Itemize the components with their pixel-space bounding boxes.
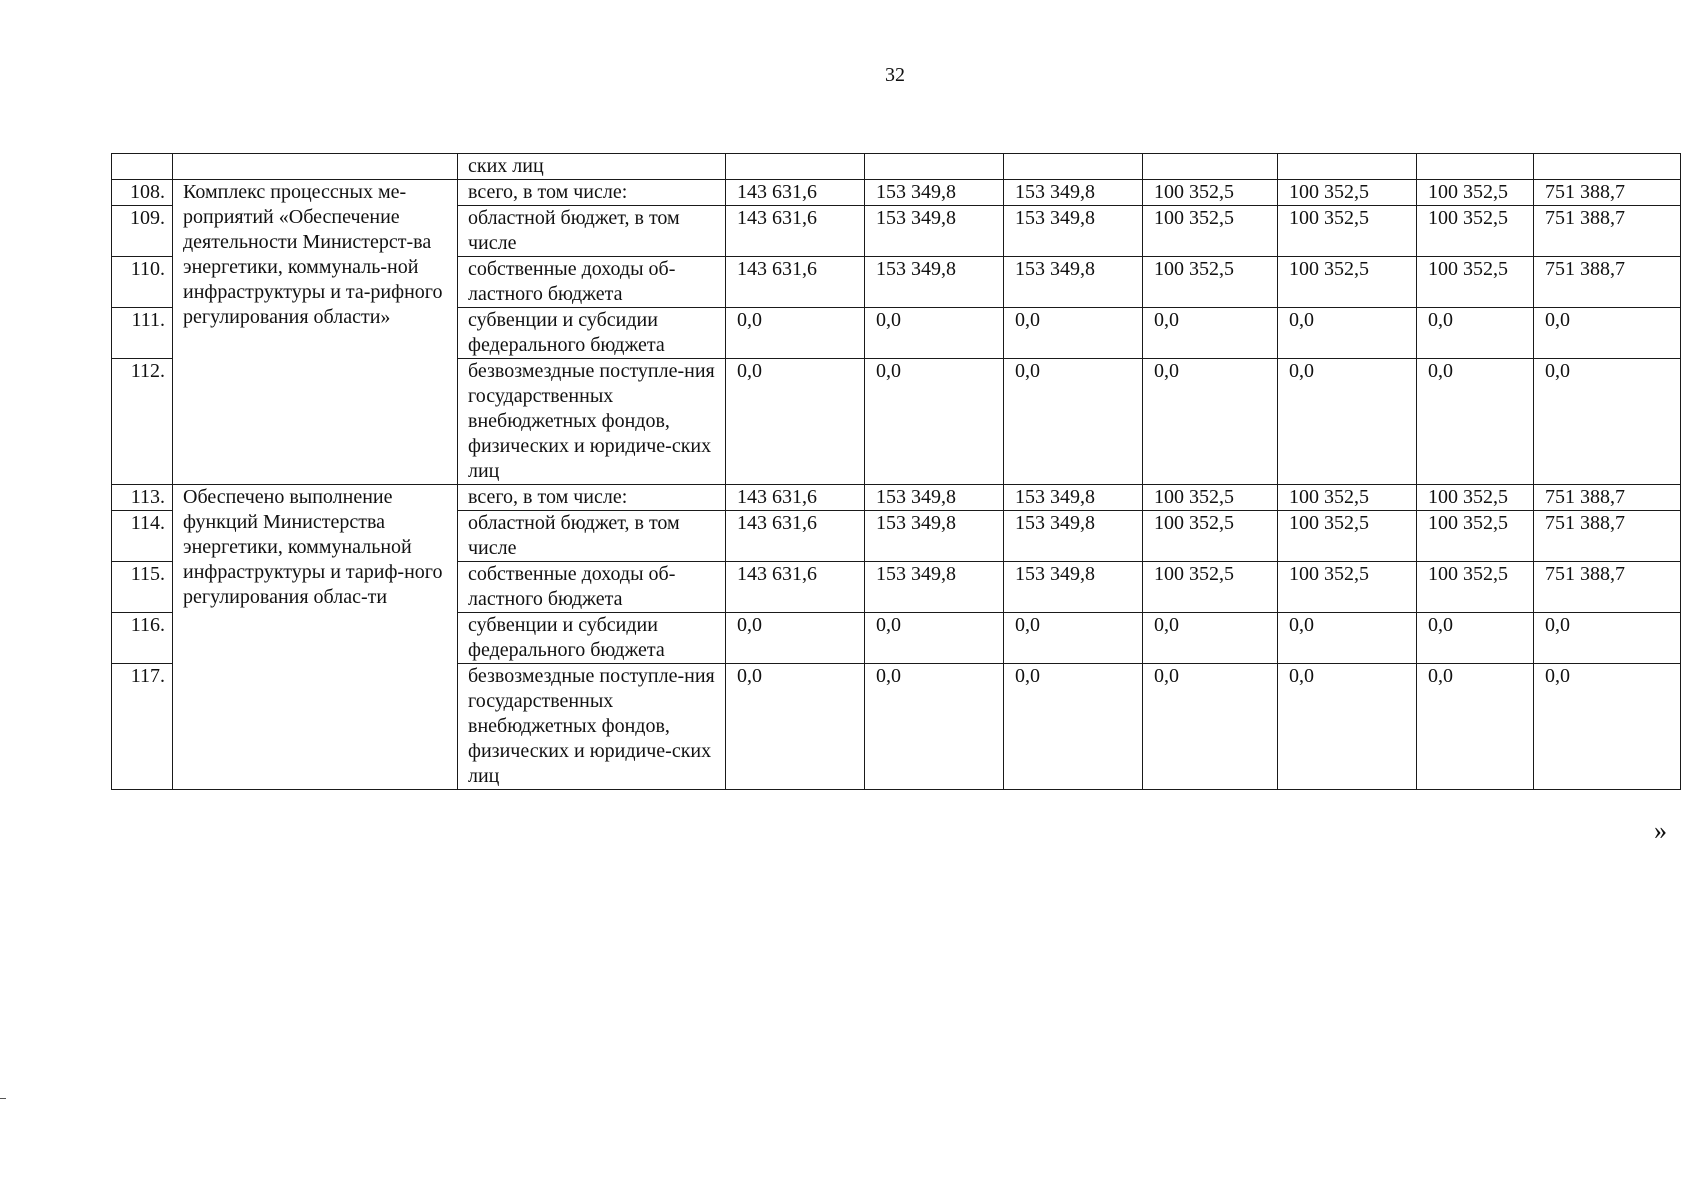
value-cell: 0,0 [726, 613, 865, 664]
value-cell: 751 388,7 [1534, 485, 1681, 511]
row-number-cell: 109. [112, 206, 173, 257]
value-cell: 0,0 [1278, 613, 1417, 664]
value-cell: 100 352,5 [1278, 562, 1417, 613]
row-number-cell: 113. [112, 485, 173, 511]
value-cell: 0,0 [865, 359, 1004, 485]
value-cell: 143 631,6 [726, 206, 865, 257]
value-cell: 153 349,8 [1004, 511, 1143, 562]
value-cell: 143 631,6 [726, 257, 865, 308]
value-cell [865, 154, 1004, 180]
table-row [112, 485, 1681, 511]
value-cell: 100 352,5 [1278, 485, 1417, 511]
value-cell: 0,0 [1534, 308, 1681, 359]
funding-source-cell: субвенции и субсидии федерального бюджета [458, 613, 726, 664]
description-cell [173, 154, 458, 180]
value-cell: 751 388,7 [1534, 257, 1681, 308]
value-cell: 0,0 [865, 308, 1004, 359]
group-description-cell: Обеспечено выполнение функций Министерства энергетики, коммунальной инфраструктуры и тариф-ного регулирования облас-ти [173, 485, 458, 790]
table-row-continuation [112, 154, 1681, 180]
value-cell: 0,0 [1143, 359, 1278, 485]
funding-source-cell: субвенции и субсидии федерального бюджета [458, 308, 726, 359]
value-cell: 0,0 [865, 664, 1004, 790]
value-cell: 153 349,8 [865, 257, 1004, 308]
funding-source-cell: собственные доходы об-ластного бюджета [458, 257, 726, 308]
value-cell: 0,0 [726, 308, 865, 359]
group-description-cell: Комплекс процессных ме-роприятий «Обеспечение деятельности Министерст-ва энергетики, коммуналь-ной инфраструктуры и та-рифного регулирования области» [173, 180, 458, 485]
value-cell: 0,0 [726, 359, 865, 485]
value-cell: 100 352,5 [1143, 485, 1278, 511]
closing-quote-mark: » [1654, 816, 1667, 845]
value-cell: 143 631,6 [726, 180, 865, 206]
value-cell: 153 349,8 [865, 485, 1004, 511]
value-cell: 0,0 [1143, 613, 1278, 664]
value-cell: 153 349,8 [865, 511, 1004, 562]
value-cell: 143 631,6 [726, 562, 865, 613]
value-cell: 100 352,5 [1143, 206, 1278, 257]
value-cell: 751 388,7 [1534, 562, 1681, 613]
value-cell: 0,0 [1534, 359, 1681, 485]
funding-source-cell: безвозмездные поступле-ния государственных внебюджетных фондов, физических и юридиче-ских лиц [458, 664, 726, 790]
funding-table-body [112, 154, 1681, 790]
value-cell: 100 352,5 [1143, 562, 1278, 613]
value-cell: 0,0 [1534, 613, 1681, 664]
value-cell [726, 154, 865, 180]
value-cell: 0,0 [1278, 308, 1417, 359]
value-cell [1143, 154, 1278, 180]
value-cell: 100 352,5 [1417, 562, 1534, 613]
funding-source-cell: безвозмездные поступле-ния государственных внебюджетных фондов, физических и юридиче-ских лиц [458, 359, 726, 485]
value-cell: 153 349,8 [1004, 257, 1143, 308]
value-cell [1278, 154, 1417, 180]
value-cell: 0,0 [726, 664, 865, 790]
value-cell: 0,0 [1004, 613, 1143, 664]
value-cell: 100 352,5 [1278, 511, 1417, 562]
row-number-cell: 116. [112, 613, 173, 664]
value-cell: 100 352,5 [1143, 180, 1278, 206]
funding-source-cell: ских лиц [458, 154, 726, 180]
row-number-cell: 110. [112, 257, 173, 308]
funding-source-cell: всего, в том числе: [458, 485, 726, 511]
value-cell: 153 349,8 [865, 180, 1004, 206]
value-cell: 143 631,6 [726, 485, 865, 511]
row-number-cell: 111. [112, 308, 173, 359]
value-cell [1004, 154, 1143, 180]
row-number-cell: 115. [112, 562, 173, 613]
value-cell: 751 388,7 [1534, 511, 1681, 562]
value-cell: 153 349,8 [865, 206, 1004, 257]
value-cell: 0,0 [1417, 613, 1534, 664]
value-cell: 100 352,5 [1143, 511, 1278, 562]
value-cell: 0,0 [1004, 308, 1143, 359]
value-cell: 100 352,5 [1278, 206, 1417, 257]
value-cell [1534, 154, 1681, 180]
row-number-cell: 117. [112, 664, 173, 790]
value-cell: 100 352,5 [1417, 180, 1534, 206]
value-cell: 153 349,8 [1004, 485, 1143, 511]
value-cell: 153 349,8 [865, 562, 1004, 613]
funding-source-cell: областной бюджет, в том числе [458, 511, 726, 562]
value-cell: 153 349,8 [1004, 562, 1143, 613]
scan-margin-mark [0, 1098, 6, 1099]
value-cell: 0,0 [1534, 664, 1681, 790]
value-cell: 0,0 [1143, 664, 1278, 790]
value-cell: 100 352,5 [1417, 511, 1534, 562]
value-cell: 0,0 [1278, 664, 1417, 790]
value-cell: 100 352,5 [1278, 257, 1417, 308]
value-cell: 0,0 [1417, 359, 1534, 485]
value-cell: 100 352,5 [1143, 257, 1278, 308]
value-cell: 0,0 [1417, 308, 1534, 359]
value-cell: 100 352,5 [1417, 485, 1534, 511]
value-cell: 153 349,8 [1004, 180, 1143, 206]
value-cell: 0,0 [1004, 359, 1143, 485]
value-cell: 100 352,5 [1417, 206, 1534, 257]
value-cell: 0,0 [1417, 664, 1534, 790]
value-cell: 100 352,5 [1278, 180, 1417, 206]
value-cell: 143 631,6 [726, 511, 865, 562]
page-number: 32 [885, 64, 905, 86]
funding-table [111, 153, 1681, 790]
table-row [112, 180, 1681, 206]
value-cell: 100 352,5 [1417, 257, 1534, 308]
value-cell: 0,0 [1278, 359, 1417, 485]
value-cell: 751 388,7 [1534, 206, 1681, 257]
value-cell: 751 388,7 [1534, 180, 1681, 206]
value-cell [1417, 154, 1534, 180]
funding-source-cell: областной бюджет, в том числе [458, 206, 726, 257]
row-number-cell [112, 154, 173, 180]
row-number-cell: 114. [112, 511, 173, 562]
row-number-cell: 112. [112, 359, 173, 485]
funding-source-cell: собственные доходы об-ластного бюджета [458, 562, 726, 613]
funding-source-cell: всего, в том числе: [458, 180, 726, 206]
value-cell: 0,0 [865, 613, 1004, 664]
value-cell: 0,0 [1004, 664, 1143, 790]
value-cell: 0,0 [1143, 308, 1278, 359]
value-cell: 153 349,8 [1004, 206, 1143, 257]
row-number-cell: 108. [112, 180, 173, 206]
